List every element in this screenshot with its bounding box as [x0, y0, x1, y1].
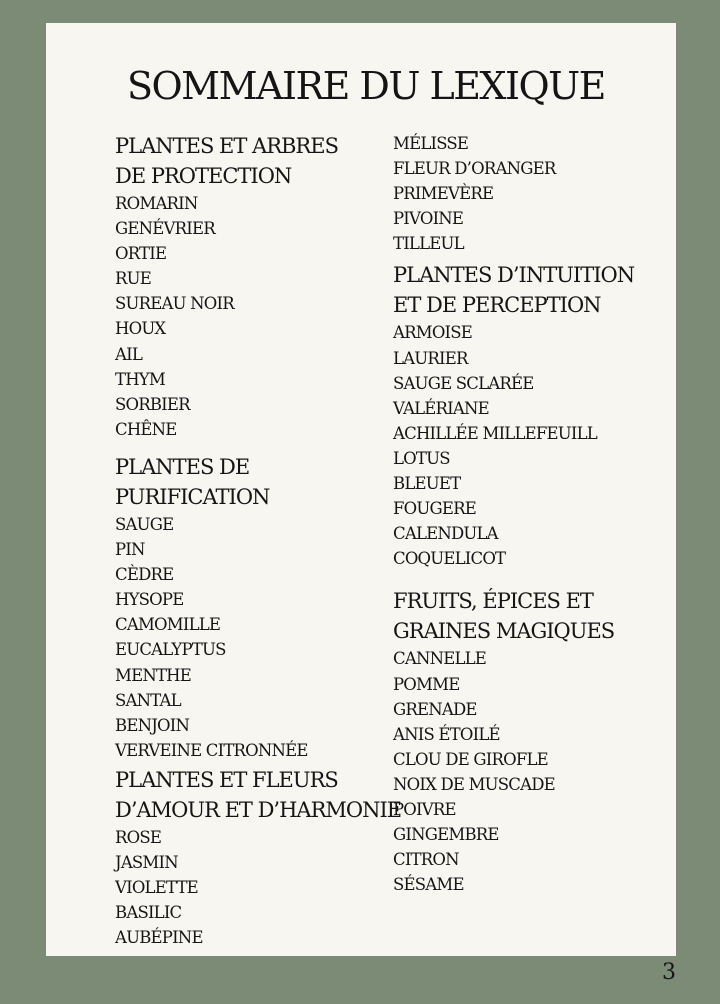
lexicon-entry-houx: HOUX: [115, 319, 166, 339]
lexicon-entry-lotus: LOTUS: [393, 448, 450, 468]
section-heading-line: ET DE PERCEPTION: [393, 293, 601, 318]
lexicon-entry-citron: CITRON: [393, 850, 459, 870]
section-item-list: [115, 191, 390, 442]
lexicon-entry-armoise: ARMOISE: [393, 323, 473, 343]
section-item-list: [393, 646, 668, 897]
lexicon-entry-hysope: HYSOPE: [115, 590, 184, 610]
lexicon-entry-sureau-noir: SUREAU NOIR: [115, 294, 234, 314]
lexicon-entry-sesame: SÉSAME: [393, 875, 464, 895]
lexicon-entry-eucalyptus: EUCALYPTUS: [115, 640, 226, 660]
lexicon-entry-coquelicot: COQUELICOT: [393, 549, 506, 569]
lexicon-entry-anis-etoile: ANIS ÉTOILÉ: [393, 724, 500, 744]
lexicon-entry-melisse: MÉLISSE: [393, 134, 469, 153]
lexicon-entry-calendula: CALENDULA: [393, 524, 498, 544]
section-heading-line: PURIFICATION: [115, 484, 270, 509]
section-heading-line: FRUITS, ÉPICES ET: [393, 589, 593, 614]
lexicon-entry-valeriane: VALÉRIANE: [393, 398, 489, 418]
lexicon-entry-sorbier: SORBIER: [115, 394, 190, 414]
section-heading-line: PLANTES D’INTUITION: [393, 263, 635, 288]
lexicon-entry-pin: PIN: [115, 540, 145, 560]
lexicon-entry-aubepine: AUBÉPINE: [115, 928, 203, 948]
lexicon-entry-rue: RUE: [115, 269, 151, 289]
left-column: [115, 131, 402, 950]
lexicon-section: [115, 765, 402, 950]
lexicon-entry-cedre: CÈDRE: [115, 565, 174, 585]
lexicon-entry-basilic: BASILIC: [115, 903, 182, 923]
section-item-list: [393, 320, 668, 571]
lexicon-entry-laurier: LAURIER: [393, 348, 468, 368]
lexicon-entry-noix-de-muscade: NOIX DE MUSCADE: [393, 774, 555, 794]
lexicon-entry-cannelle: CANNELLE: [393, 649, 487, 669]
page-title: SOMMAIRE DU LEXIQUE: [127, 64, 605, 108]
lexicon-entry-sauge: SAUGE: [115, 514, 174, 534]
lexicon-entry-pomme: POMME: [393, 674, 460, 694]
lexicon-entry-bleuet: BLEUET: [393, 474, 461, 494]
section-item-list: [115, 825, 390, 950]
lexicon-section: [115, 131, 390, 442]
right-column: [393, 131, 668, 897]
lexicon-entry-chene: CHÊNE: [115, 419, 177, 439]
lexicon-entry-verveine-citronnee: VERVEINE CITRONNÉE: [115, 740, 308, 760]
lexicon-entry-pivoine: PIVOINE: [393, 209, 464, 229]
lexicon-entry-camomille: CAMOMILLE: [115, 615, 221, 635]
lexicon-entry-menthe: MENTHE: [115, 665, 192, 685]
lexicon-entry-ortie: ORTIE: [115, 244, 167, 264]
lexicon-entry-thym: THYM: [115, 369, 165, 389]
section-heading-line: PLANTES ET ARBRES: [115, 134, 338, 158]
document-page: [46, 23, 676, 956]
section-heading-line: PLANTES ET FLEURS: [115, 767, 338, 792]
lexicon-section: [115, 452, 390, 763]
lexicon-entry-violette: VIOLETTE: [115, 878, 198, 898]
section-heading-line: PLANTES DE: [115, 454, 250, 479]
lexicon-entry-tilleul: TILLEUL: [393, 234, 464, 254]
lexicon-entry-sauge-sclaree: SAUGE SCLARÉE: [393, 373, 534, 393]
lexicon-section: [393, 260, 668, 571]
lexicon-entry-rose: ROSE: [115, 827, 162, 847]
section-item-list: [115, 512, 390, 763]
lexicon-entry-ail: AIL: [115, 344, 142, 364]
section-heading-line: D’AMOUR ET D’HARMONIE: [115, 797, 402, 822]
lexicon-entry-genevrier: GENÉVRIER: [115, 219, 215, 239]
lexicon-entry-santal: SANTAL: [115, 690, 181, 710]
lexicon-entry-romarin: ROMARIN: [115, 194, 198, 213]
lexicon-section: [393, 131, 668, 256]
section-heading-line: DE PROTECTION: [115, 164, 292, 188]
lexicon-entry-benjoin: BENJOIN: [115, 715, 190, 735]
lexicon-entry-grenade: GRENADE: [393, 699, 477, 719]
lexicon-entry-achillee-millefeuill: ACHILLÉE MILLEFEUILL: [393, 423, 597, 443]
lexicon-entry-gingembre: GINGEMBRE: [393, 825, 499, 845]
lexicon-entry-fleur-d-oranger: FLEUR D’ORANGER: [393, 159, 556, 179]
section-item-list: [393, 131, 668, 256]
lexicon-entry-fougere: FOUGERE: [393, 499, 476, 519]
page-number: 3: [662, 960, 676, 985]
lexicon-entry-poivre: POIVRE: [393, 799, 456, 819]
section-heading-line: GRAINES MAGIQUES: [393, 619, 615, 644]
lexicon-section: [393, 586, 668, 897]
lexicon-entry-primevere: PRIMEVÈRE: [393, 184, 494, 204]
lexicon-entry-clou-de-girofle: CLOU DE GIROFLE: [393, 749, 548, 769]
lexicon-entry-jasmin: JASMIN: [115, 852, 178, 872]
